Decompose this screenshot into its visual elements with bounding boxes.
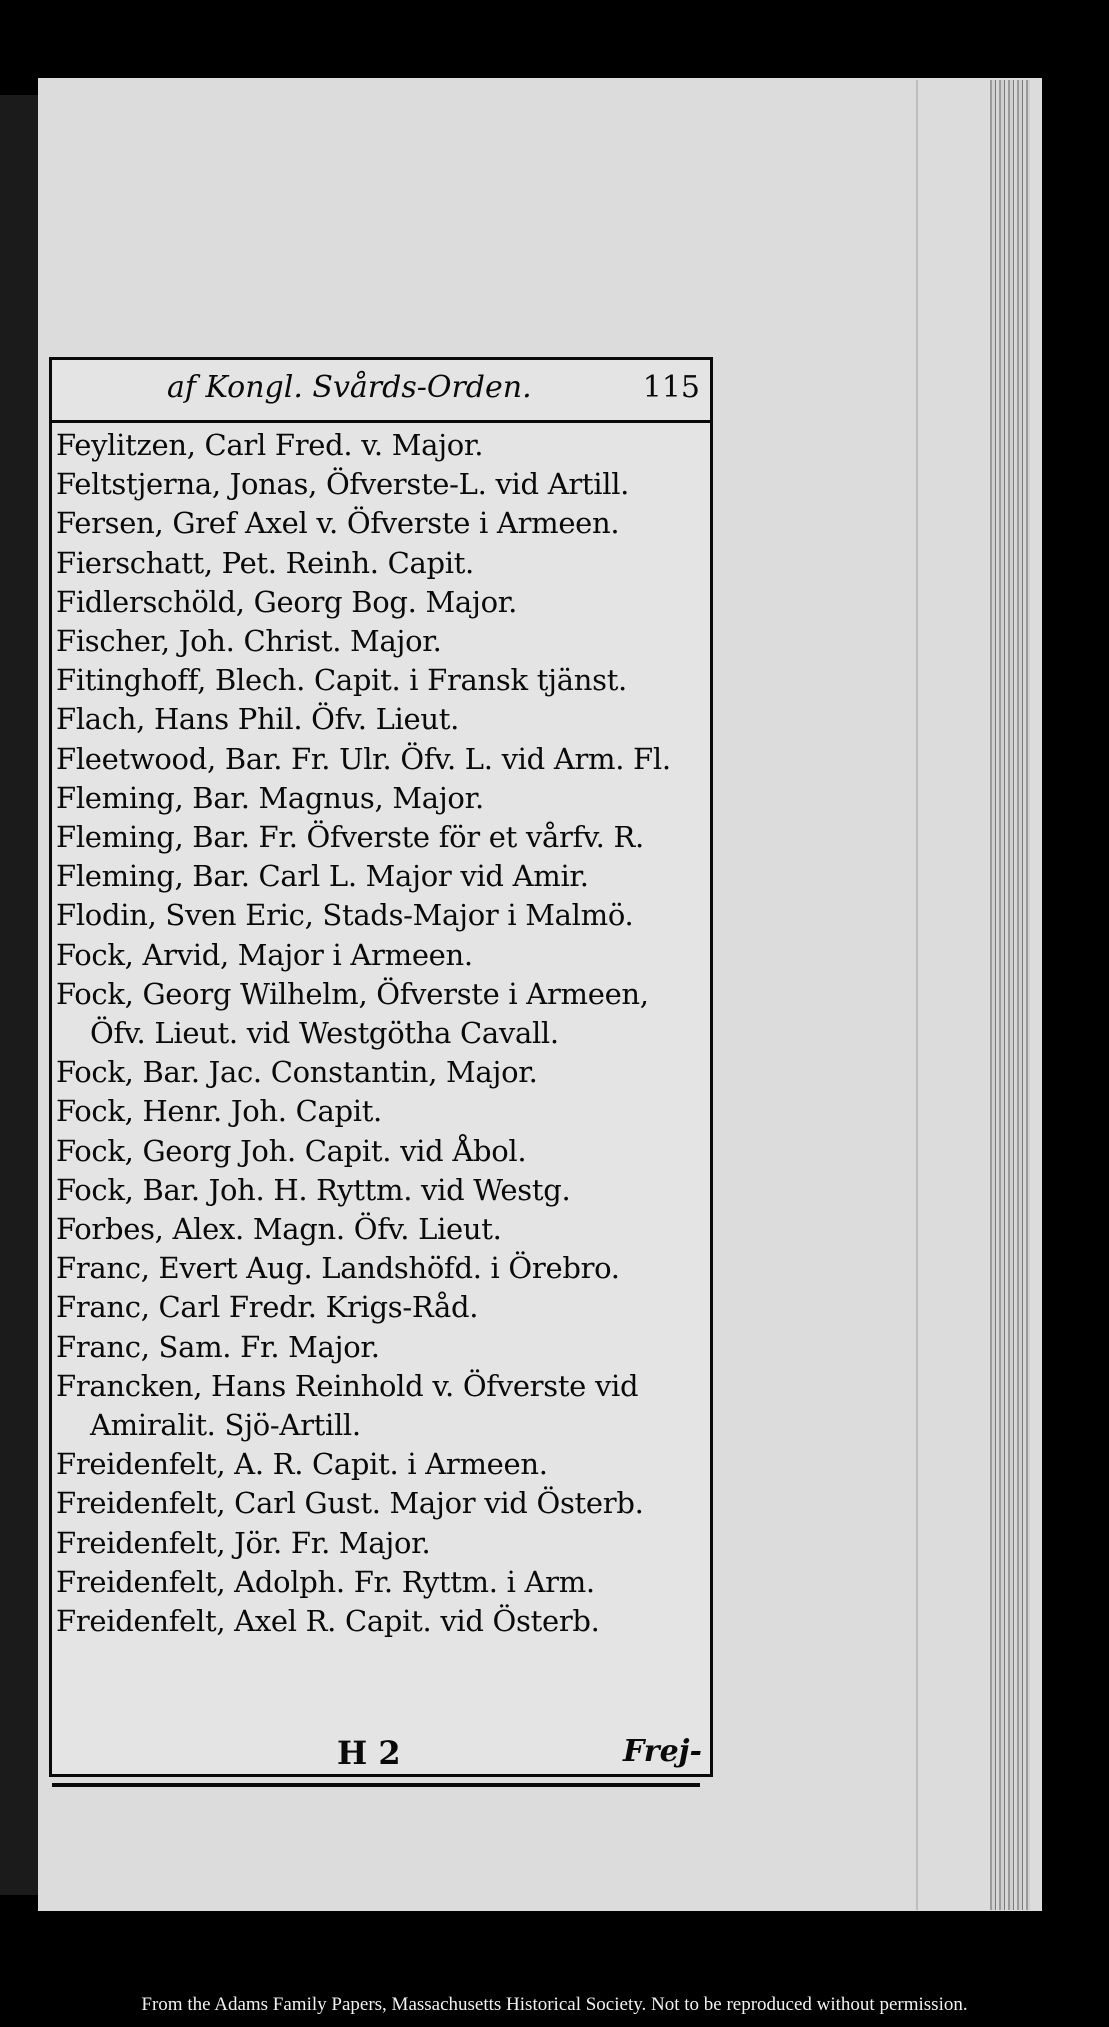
page-fold-line [916, 80, 918, 1910]
bottom-rule [52, 1783, 700, 1787]
list-item: Feltstjerna, Jonas, Öfverste-L. vid Artill. [56, 467, 630, 502]
entry-list [56, 426, 710, 1641]
running-header [52, 360, 710, 423]
list-item: Franc, Carl Fredr. Krigs-Råd. [56, 1290, 479, 1325]
list-item: Freidenfelt, A. R. Capit. i Armeen. [56, 1447, 548, 1482]
list-item: Fock, Georg Joh. Capit. vid Åbol. [56, 1133, 527, 1168]
text-frame [49, 357, 713, 1777]
list-item: Fock, Bar. Joh. H. Ryttm. vid Westg. [56, 1172, 571, 1207]
header-title: af Kongl. Svårds-Orden. [167, 370, 532, 405]
copyright-caption: From the Adams Family Papers, Massachusetts Historical Society. Not to be reproduced without permission. [141, 1994, 968, 2015]
page-edges [990, 80, 1030, 1910]
list-item: Freidenfelt, Adolph. Fr. Ryttm. i Arm. [56, 1564, 595, 1599]
list-item-continuation: Amiralit. Sjö-Artill. [90, 1408, 361, 1443]
list-item: Fierschatt, Pet. Reinh. Capit. [56, 545, 474, 580]
list-item: Fersen, Gref Axel v. Öfverste i Armeen. [56, 506, 620, 541]
catchword: Frej- [623, 1734, 702, 1769]
list-item: Fleetwood, Bar. Fr. Ulr. Öfv. L. vid Arm. Fl. [56, 741, 671, 776]
list-item: Freidenfelt, Axel R. Capit. vid Österb. [56, 1604, 600, 1639]
list-item: Fidlerschöld, Georg Bog. Major. [56, 584, 518, 619]
list-item: Fleming, Bar. Carl L. Major vid Amir. [56, 859, 589, 894]
list-item: Freidenfelt, Jör. Fr. Major. [56, 1525, 431, 1560]
list-item: Forbes, Alex. Magn. Öfv. Lieut. [56, 1212, 502, 1247]
list-item: Freidenfelt, Carl Gust. Major vid Österb. [56, 1486, 644, 1521]
list-item: Fock, Bar. Jac. Constantin, Major. [56, 1055, 538, 1090]
signature-mark: H 2 [337, 1734, 401, 1772]
list-item: Fock, Henr. Joh. Capit. [56, 1094, 382, 1129]
list-item: Fitinghoff, Blech. Capit. i Fransk tjänst. [56, 663, 627, 698]
list-item: Fock, Arvid, Major i Armeen. [56, 937, 473, 972]
list-item: Flach, Hans Phil. Öfv. Lieut. [56, 702, 460, 737]
list-item: Fleming, Bar. Fr. Öfverste för et vårfv. R. [56, 820, 644, 855]
list-item: Fleming, Bar. Magnus, Major. [56, 780, 484, 815]
page-number: 115 [642, 370, 700, 405]
list-item: Fischer, Joh. Christ. Major. [56, 624, 442, 659]
list-item: Feylitzen, Carl Fred. v. Major. [56, 428, 484, 462]
list-item: Franc, Evert Aug. Landshöfd. i Örebro. [56, 1251, 620, 1286]
list-item-continuation: Öfv. Lieut. vid Westgötha Cavall. [90, 1016, 559, 1051]
list-item: Fock, Georg Wilhelm, Öfverste i Armeen, [56, 976, 649, 1011]
list-item: Flodin, Sven Eric, Stads-Major i Malmö. [56, 898, 634, 933]
book-gutter-shadow [0, 95, 38, 1895]
list-item: Francken, Hans Reinhold v. Öfverste vid [56, 1368, 639, 1403]
list-item: Franc, Sam. Fr. Major. [56, 1329, 380, 1364]
